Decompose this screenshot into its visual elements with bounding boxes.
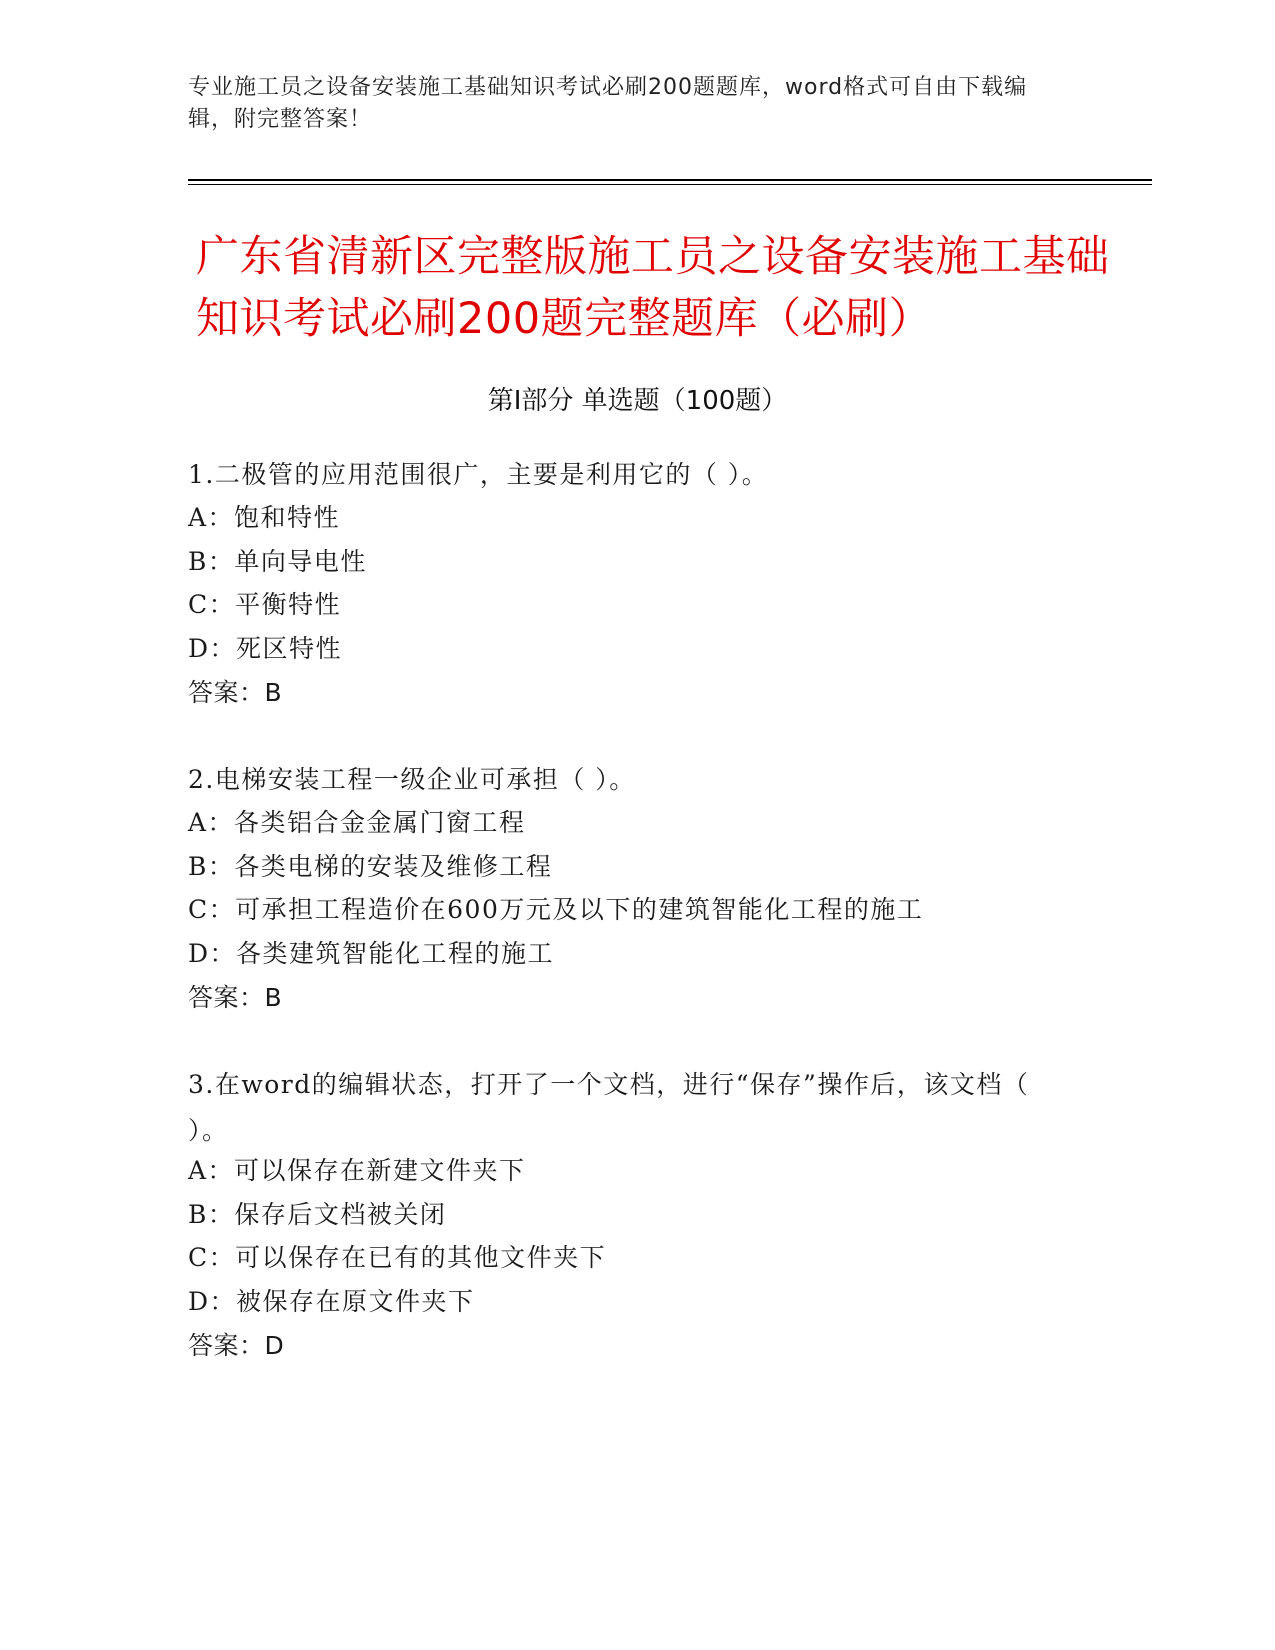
question-answer: 答案：B [188, 678, 283, 707]
question-option: A：饱和特性 [188, 503, 341, 532]
question-option: C：可以保存在已有的其他文件夹下 [188, 1243, 607, 1272]
question-option: C：平衡特性 [188, 590, 342, 619]
question-option: D：各类建筑智能化工程的施工 [188, 939, 555, 968]
question-stem: 3.在word的编辑状态，打开了一个文档，进行“保存”操作后，该文档（ ）。 [188, 1070, 1030, 1145]
header-note: 专业施工员之设备安装施工基础知识考试必刷200题题库，word格式可自由下载编辑，附完整答案！ [188, 75, 1028, 132]
document-title: 广东省清新区完整版施工员之设备安装施工基础知识考试必刷200题完整题库（必刷） [196, 232, 1110, 344]
question-stem: 1.二极管的应用范围很广，主要是利用它的（ ）。 [188, 460, 769, 489]
question-option: C：可承担工程造价在600万元及以下的建筑智能化工程的施工 [188, 895, 924, 924]
header-divider-thick [188, 179, 1152, 181]
question-option: A：各类铝合金金属门窗工程 [188, 808, 526, 837]
question-stem: 2.电梯安装工程一级企业可承担（ ）。 [188, 765, 636, 794]
question-option: A：可以保存在新建文件夹下 [188, 1156, 526, 1185]
header-divider-thin [188, 184, 1152, 185]
question-answer: 答案：D [188, 1331, 285, 1360]
question-option: B：保存后文档被关闭 [188, 1200, 447, 1229]
question-option: D：死区特性 [188, 634, 343, 663]
section-title: 第Ⅰ部分 单选题（100题） [487, 386, 788, 416]
question-option: B：各类电梯的安装及维修工程 [188, 852, 553, 881]
question-option: B：单向导电性 [188, 547, 367, 576]
question-answer: 答案：B [188, 983, 283, 1012]
question-option: D：被保存在原文件夹下 [188, 1287, 475, 1316]
